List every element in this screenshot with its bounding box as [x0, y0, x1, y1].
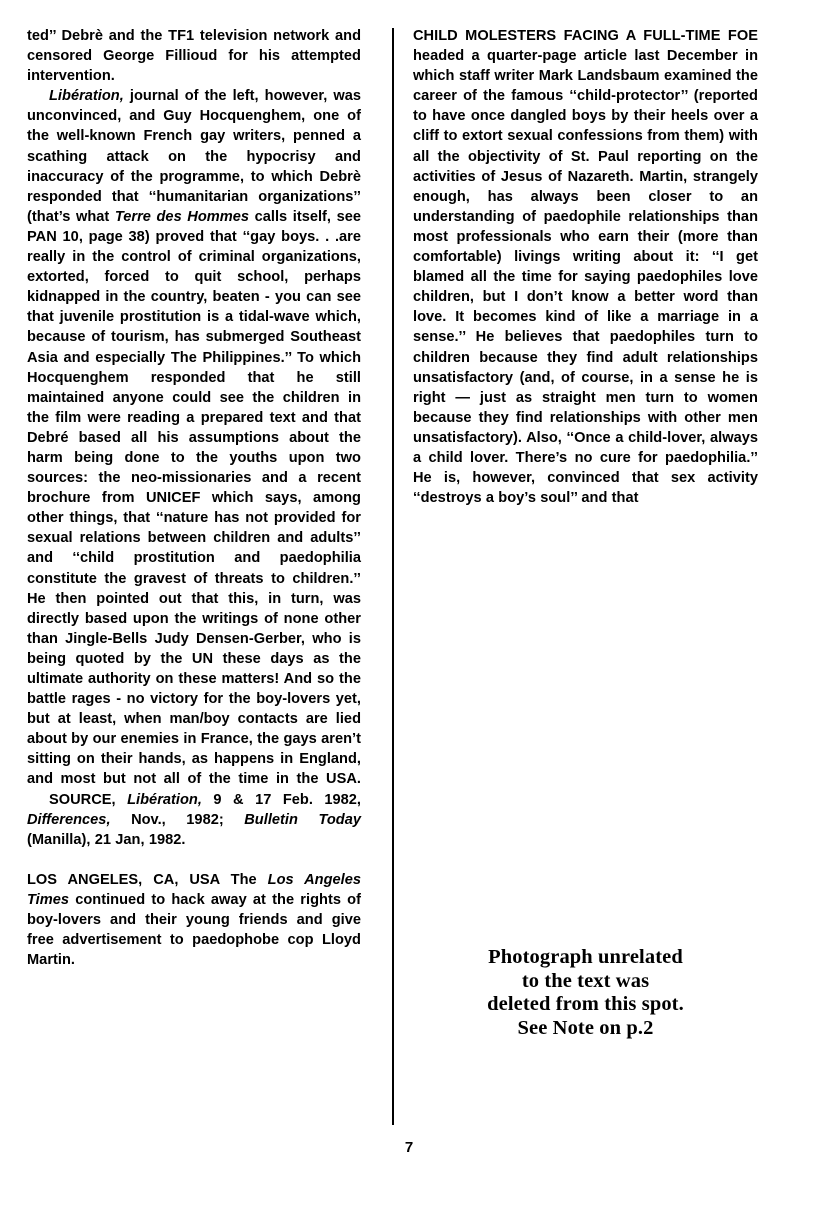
note-line: Photograph unrelated [488, 946, 683, 968]
italic-title: Libération, [49, 88, 124, 105]
page-number: 7 [404, 1139, 414, 1156]
paragraph-los-angeles: LOS ANGELES, CA, USA The Los Angeles Times continued to hack away at the rights of boy-lovers and their young friends and give free advertisement to paedophobe cop Lloyd Martin. [27, 871, 361, 969]
italic-title: Terre des Hommes [114, 208, 250, 225]
italic-title: Los Angeles Times [27, 871, 361, 908]
italic-title: Differences, [27, 811, 111, 828]
right-text-column [413, 26, 758, 508]
paragraph-source-citation: SOURCE, Libération, 9 & 17 Feb. 1982, Differences, Nov., 1982; Bulletin Today (Manilla), 21 Jan, 1982. [27, 791, 361, 848]
paragraph-liberation: Libération, journal of the left, however, was unconvinced, and Guy Hocquenghem, one of the well-known French gay writers, penned a scathing attack on the hypocrisy and inaccuracy of the programme, to which Debrè responded that ‘‘humanitarian organizations’’ (that’s what Terre des Hommes calls itself, see PAN 10, page 38) proved that ‘‘gay boys. . .are really in the control of criminal organizations, extorted, forced to quit school, perhaps kidnapped in the country, beaten - you can see that juvenile prostitution is a tidal-wave which, because of tourism, has submerged Southeast Asia and especially The Philippines.’’ To which Hocquenghem responded that he still maintained anyone could see the children in the film were reading a prepared text and that Debré based all his assumptions about the harm being done to the youths upon two sources: the neo-missionaries and a recent brochure from UNICEF which says, among other things, that ‘‘nature has not provided for sexual relations between children and adults’’ and ‘‘child prostitution and paedophilia constitute the gravest of threats to children.’’ He then pointed out that this, in turn, was directly based upon the writings of none other than Jingle-Bells Judy Densen-Gerber, who is being quoted by the UN these days as the ultimate authority on these matters! And so the battle rages - no victory for the boy-lovers yet, but at least, when man/boy contacts are lied about by our enemies in France, the gays aren’t sitting on their hands, as happens in England, and most but not all of the time in the USA. [27, 88, 361, 788]
italic-title: Bulletin Today [244, 811, 361, 828]
paragraph-continuation: ted’’ Debrè and the TF1 television network and censored George Fillioud for his attempted intervention. [27, 28, 361, 85]
note-line: See Note on p.2 [517, 1016, 654, 1039]
note-line: to the text was [521, 969, 650, 992]
column-divider-rule [392, 28, 394, 1125]
deleted-photo-note [413, 946, 758, 1040]
paragraph-child-molesters: CHILD MOLESTERS FACING A FULL-TIME FOE headed a quarter-page article last December in which staff writer Mark Landsbaum examined the career of the famous ‘‘child-protector’’ (reported to have once dangled boys by their heels over a cliff to extort sexual confessions from them) with all the objectivity of St. Paul reporting on the activities of Jesus of Nazareth. Martin, strangely enough, has always been closer to an understanding of paedophile relationships than most professionals who earn their (more than comfortable) livings writing about it: ‘‘I get blamed all the time for saying paedophiles love children, but I don’t know a better word than love. It becomes kind of like a marriage in a sense.’’ He believes that paedophiles turn to children because they find adult relationships unsatisfactory (and, of course, in a sense he is right — just as straight men turn to women because they find relationships with other men unsatisfactory). Also, ‘‘Once a child-lover, always a child lover. There’s no cure for paedophilia.’’ He is, however, convinced that sex activity ‘‘destroys a boy’s soul’’ and that [413, 28, 758, 507]
note-line: deleted from this spot. [487, 993, 684, 1015]
italic-title: Libération, [127, 791, 202, 808]
left-text-column [27, 26, 361, 970]
